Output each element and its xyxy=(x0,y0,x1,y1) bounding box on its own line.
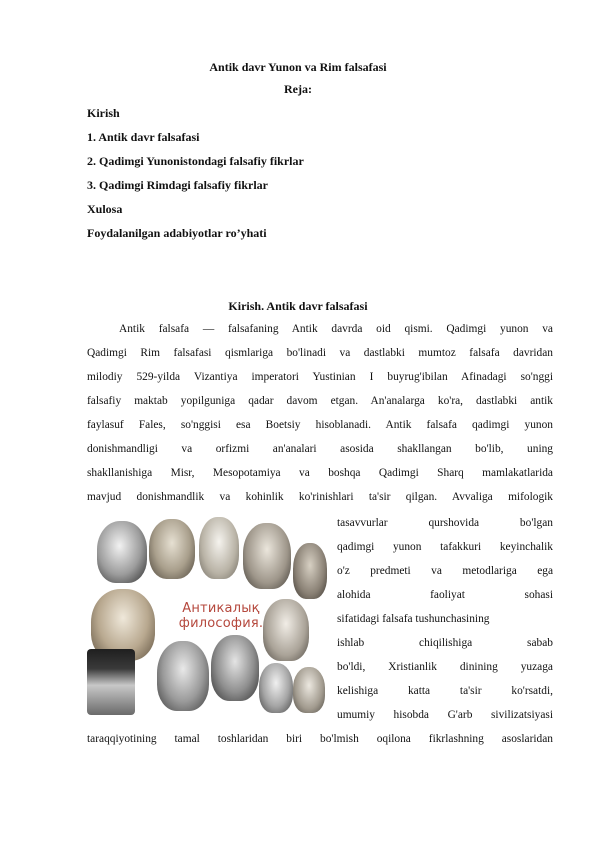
toc-item: 3. Qadimgi Rimdagi falsafiy fikrlar xyxy=(87,178,268,192)
side-text-line: ishlab chiqilishiga sabab xyxy=(337,637,553,649)
side-text-line: sifatidagi falsafa tushunchasining xyxy=(337,613,490,625)
philosopher-bust-image xyxy=(293,543,327,599)
paragraph-line: taraqqiyotining tamal toshlaridan biri bo'lmish oqilona fikrlashning asoslaridan xyxy=(87,733,553,745)
paragraph-line: donishmandligi va orfizmi an'analari asosida shakllangan bo'lib, uning xyxy=(87,443,553,455)
toc-item: 1. Antik davr falsafasi xyxy=(87,130,200,144)
philosophers-collage-image xyxy=(87,517,327,715)
philosopher-bust-image xyxy=(263,599,309,661)
philosopher-bust-image xyxy=(149,519,195,579)
paragraph-line: shakllanishiga Misr, Mesopotamiya va boshqa Qadimgi Sharq mamlakatlarida xyxy=(87,467,553,479)
paragraph-line: Antik falsafa — falsafaning Antik davrda oid qismi. Qadimgi yunon va xyxy=(119,323,553,335)
side-text-line: tasavvurlar qurshovida bo'lgan xyxy=(337,517,553,529)
philosopher-bust-image xyxy=(199,517,239,579)
section-heading: Kirish. Antik davr falsafasi xyxy=(228,299,368,313)
philosopher-bust-image xyxy=(87,649,135,715)
toc-item: Kirish xyxy=(87,106,120,120)
philosopher-bust-image xyxy=(243,523,291,589)
paragraph-line: faylasuf Fales, so'nggisi esa Boetsiy hisoblanadi. Antik falsafa qadimgi yunon xyxy=(87,419,553,431)
philosopher-bust-image xyxy=(157,641,209,711)
paragraph-line: mavjud donishmandlik va kohinlik ko'rinishlari ta'sir qilgan. Avvaliga mifologik xyxy=(87,491,553,503)
side-text-line: qadimgi yunon tafakkuri keyinchalik xyxy=(337,541,553,553)
toc-item: 2. Qadimgi Yunonistondagi falsafiy fikrlar xyxy=(87,154,304,168)
side-text-line: kelishiga katta ta'sir ko'rsatdi, xyxy=(337,685,553,697)
paragraph-line: milodiy 529-yilda Vizantiya imperatori Yustinian I buyrug'ibilan Afinadagi so'nggi xyxy=(87,371,553,383)
collage-caption-line: философия. xyxy=(178,616,264,631)
paragraph-line: falsafiy maktab yopilguniga qadar davom etgan. An'analarga ko'ra, dastlabki antik xyxy=(87,395,553,407)
document-title: Antik davr Yunon va Rim falsafasi xyxy=(209,60,387,74)
philosopher-bust-image xyxy=(211,635,259,701)
philosopher-bust-image xyxy=(293,667,325,713)
paragraph-line: Qadimgi Rim falsafasi qismlariga bo'linadi va dastlabki mumtoz falsafa davridan xyxy=(87,347,553,359)
plan-heading: Reja: xyxy=(284,82,312,96)
collage-caption-line: Антикалық xyxy=(182,601,260,616)
toc-item: Xulosa xyxy=(87,202,123,216)
side-text-line: bo'ldi, Xristianlik dinining yuzaga xyxy=(337,661,553,673)
side-text-line: umumiy hisobda G'arb sivilizatsiyasi xyxy=(337,709,553,721)
side-text-line: o'z predmeti va metodlariga ega xyxy=(337,565,553,577)
collage-caption xyxy=(177,601,265,631)
philosopher-bust-image xyxy=(259,663,293,713)
toc-item: Foydalanilgan adabiyotlar ro’yhati xyxy=(87,226,267,240)
philosopher-bust-image xyxy=(97,521,147,583)
side-text-line: alohida faoliyat sohasi xyxy=(337,589,553,601)
